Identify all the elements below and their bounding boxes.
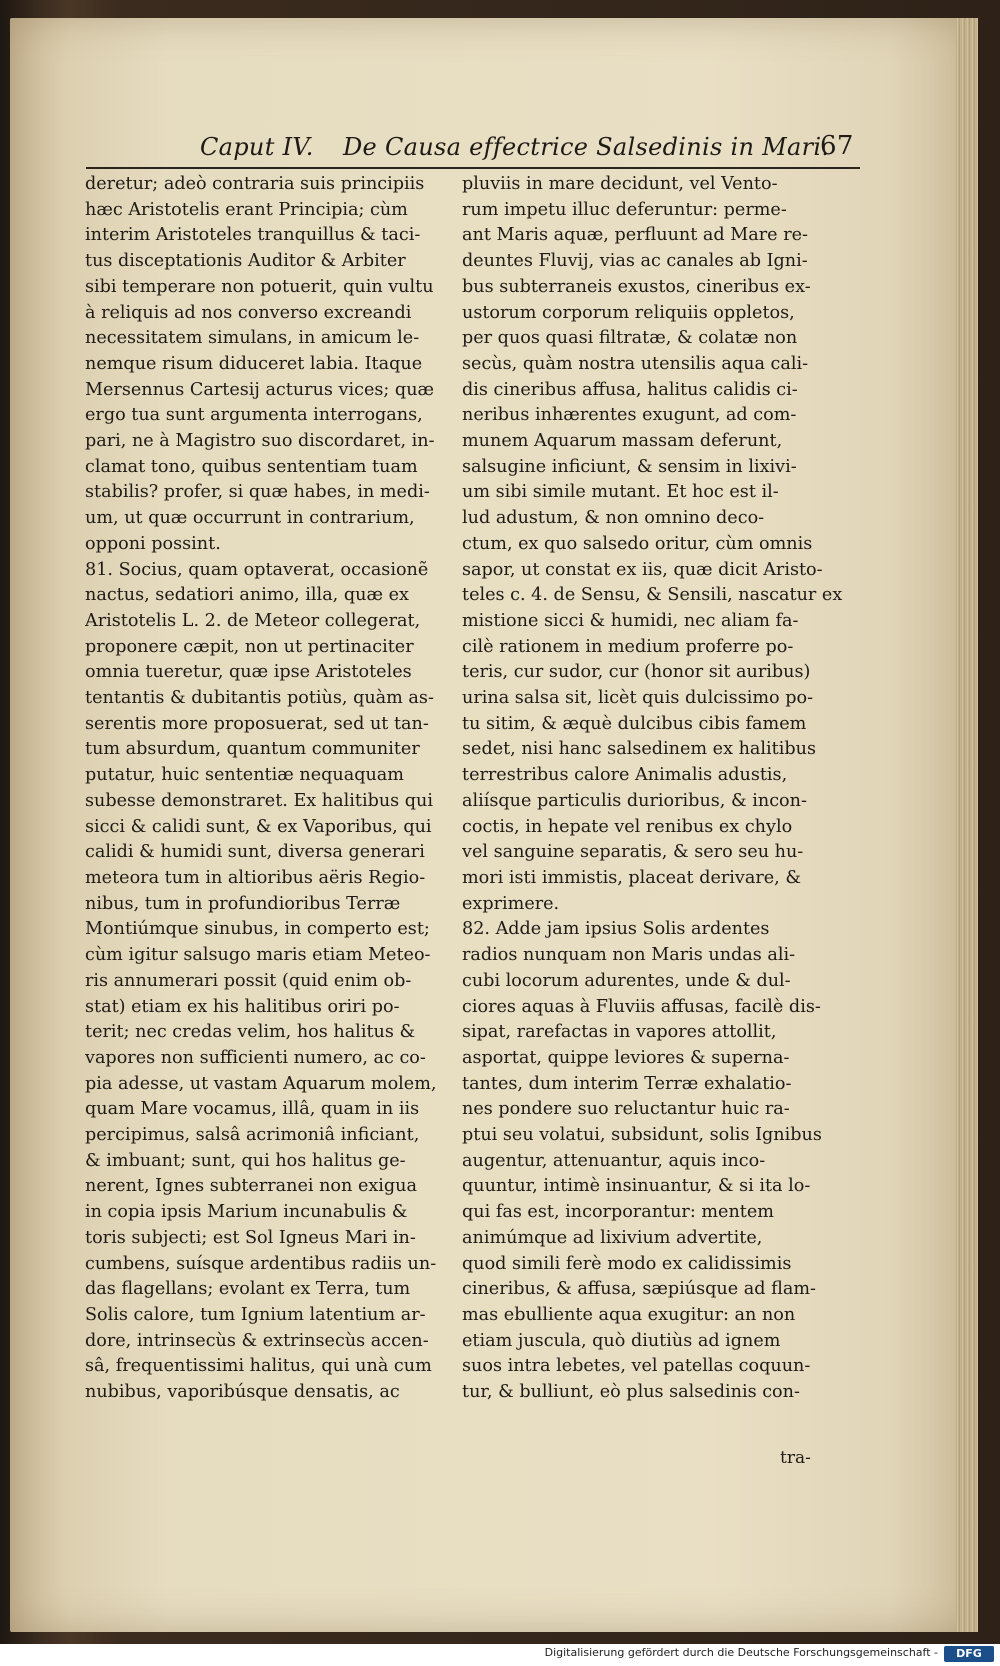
right-column <box>462 172 859 1406</box>
text-line: teles c. 4. de Sensu, & Sensili, nascatur ex <box>462 585 843 606</box>
text-line: radios nunquam non Maris undas ali- <box>462 945 796 966</box>
text-line: Montiúmque sinubus, in comperto est; <box>85 919 430 940</box>
text-line: pia adesse, ut vastam Aquarum molem, <box>85 1073 437 1094</box>
text-line: à reliquis ad nos converso excreandi <box>85 302 412 323</box>
text-line: rum impetu illuc deferuntur: perme- <box>462 199 787 220</box>
text-line: bus subterraneis exustos, cineribus ex- <box>462 276 811 297</box>
text-line: putatur, huic sententiæ nequaquam <box>85 765 404 786</box>
left-column <box>85 172 442 1406</box>
text-line: sibi temperare non potuerit, quin vultu <box>85 276 434 297</box>
text-line: in copia ipsis Marium incunabulis & <box>85 1202 408 1223</box>
text-line: um, ut quæ occurrunt in contrarium, <box>85 508 415 529</box>
chapter-label: Caput IV. <box>200 133 314 161</box>
text-line: stat) etiam ex his halitibus oriri po- <box>85 996 400 1017</box>
text-line: cumbens, suísque ardentibus radiis un- <box>85 1253 437 1274</box>
text-line: toris subjecti; est Sol Igneus Mari in- <box>85 1227 416 1248</box>
text-line: urina salsa sit, licèt quis dulcissimo po- <box>462 688 814 709</box>
text-line: omnia tueretur, quæ ipse Aristoteles <box>85 662 412 683</box>
text-line: cineribus, & affusa, sæpiúsque ad flam- <box>462 1279 816 1300</box>
text-line: interim Aristoteles tranquillus & taci- <box>85 225 421 246</box>
text-line: munem Aquarum massam deferunt, <box>462 431 783 452</box>
text-line: tentantis & dubitantis potiùs, quàm as- <box>85 688 434 709</box>
text-line: dore, intrinsecùs & extrinsecùs accen- <box>85 1330 429 1351</box>
text-line: suos intra lebetes, vel patellas coquun- <box>462 1356 811 1377</box>
text-line: calidi & humidi sunt, diversa generari <box>85 842 425 863</box>
text-line: lud adustum, & non omnino deco- <box>462 508 765 529</box>
text-line: tus disceptationis Auditor & Arbiter <box>85 251 406 272</box>
text-line: Aristotelis L. 2. de Meteor collegerat, <box>85 610 421 631</box>
text-line: sapor, ut constat ex iis, quæ dicit Aristo- <box>462 559 823 580</box>
text-line: percipimus, salsâ acrimoniâ inficiant, <box>85 1125 420 1146</box>
text-line: 81. Socius, quam optaverat, occasionẽ <box>85 559 429 580</box>
text-line: cilè rationem in medium proferre po- <box>462 636 794 657</box>
text-line: ctum, ex quo salsedo oritur, cùm omnis <box>462 533 813 554</box>
text-line: um sibi simile mutant. Et hoc est il- <box>462 482 779 503</box>
text-line: nerent, Ignes subterranei non exigua <box>85 1176 417 1197</box>
text-line: pari, ne à Magistro suo discordaret, in- <box>85 431 435 452</box>
text-line: meteora tum in altioribus aëris Regio- <box>85 867 426 888</box>
text-line: sipat, rarefactas in vapores attollit, <box>462 1022 777 1043</box>
text-line: ant Maris aquæ, perfluunt ad Mare re- <box>462 225 808 246</box>
text-line: vapores non sufficienti numero, ac co- <box>85 1047 426 1068</box>
text-line: nibus, tum in profundioribus Terræ <box>85 893 401 914</box>
text-line: cùm igitur salsugo maris etiam Meteo- <box>85 945 431 966</box>
text-line: terrestribus calore Animalis adustis, <box>462 765 788 786</box>
footer-credit: Digitalisierung gefördert durch die Deutsche Forschungsgemeinschaft - <box>544 1646 938 1659</box>
text-line: clamat tono, quibus sententiam tuam <box>85 456 418 477</box>
text-line: mistione sicci & humidi, nec aliam fa- <box>462 610 799 631</box>
text-line: subesse demonstraret. Ex halitibus qui <box>85 790 434 811</box>
header-rule <box>86 167 860 169</box>
text-line: quam Mare vocamus, illâ, quam in iis <box>85 1099 420 1120</box>
page-number: 67 <box>820 131 854 161</box>
text-line: mas ebulliente aqua exugitur: an non <box>462 1304 796 1325</box>
text-line: Solis calore, tum Ignium latentium ar- <box>85 1304 426 1325</box>
text-line: serentis more proposuerat, sed ut tan- <box>85 713 429 734</box>
text-line: sâ, frequentissimi halitus, qui unà cum <box>85 1356 432 1377</box>
text-line: vel sanguine separatis, & sero seu hu- <box>462 842 804 863</box>
text-line: neribus inhærentes exugunt, ad com- <box>462 405 797 426</box>
text-line: hæc Aristotelis erant Principia; cùm <box>85 199 408 220</box>
text-line: Mersennus Cartesij acturus vices; quæ <box>85 379 435 400</box>
text-line: coctis, in hepate vel renibus ex chylo <box>462 816 793 837</box>
text-line: tur, & bulliunt, eò plus salsedinis con- <box>462 1382 800 1403</box>
text-line: proponere cæpit, non ut pertinaciter <box>85 636 414 657</box>
chapter-title: De Causa effectrice Salsedinis in Mari. <box>343 133 830 161</box>
text-line: tum absurdum, quantum communiter <box>85 739 420 760</box>
text-line: opponi possint. <box>85 533 221 554</box>
text-line: animúmque ad lixivium advertite, <box>462 1227 763 1248</box>
text-line: deuntes Fluvij, vias ac canales ab Igni- <box>462 251 808 272</box>
text-line: deretur; adeò contraria suis principiis <box>85 174 425 194</box>
text-line: necessitatem simulans, in amicum le- <box>85 328 420 349</box>
text-line: teris, cur sudor, cur (honor sit auribus) <box>462 662 811 683</box>
text-line: aliísque particulis durioribus, & incon- <box>462 790 807 811</box>
text-line: per quos quasi filtratæ, & colatæ non <box>462 328 798 349</box>
text-line: ris annumerari possit (quid enim ob- <box>85 970 412 991</box>
text-line: qui fas est, incorporantur: mentem <box>462 1202 774 1223</box>
text-line: dis cineribus affusa, halitus calidis ci- <box>462 379 798 400</box>
text-line: etiam juscula, quò diutiùs ad ignem <box>462 1330 781 1351</box>
text-line: secùs, quàm nostra utensilis aqua cali- <box>462 353 809 374</box>
text-line: 82. Adde jam ipsius Solis ardentes <box>462 919 770 940</box>
text-line: nubibus, vaporibúsque densatis, ac <box>85 1382 400 1403</box>
text-line: sicci & calidi sunt, & ex Vaporibus, qui <box>85 816 432 837</box>
text-line: ustorum corporum reliquiis oppletos, <box>462 302 795 323</box>
catchword: tra- <box>780 1448 811 1468</box>
text-line: augentur, attenuantur, aquis inco- <box>462 1150 766 1171</box>
text-line: & imbuant; sunt, qui hos halitus ge- <box>85 1150 406 1171</box>
text-line: nemque risum diduceret labia. Itaque <box>85 353 423 374</box>
dfg-logo: DFG <box>944 1646 994 1662</box>
footer-bar <box>0 1644 1000 1666</box>
text-line: nes pondere suo reluctantur huic ra- <box>462 1099 790 1120</box>
text-line: tantes, dum interim Terræ exhalatio- <box>462 1073 792 1094</box>
text-line: das flagellans; evolant ex Terra, tum <box>85 1279 411 1300</box>
text-line: ptui seu volatui, subsidunt, solis Ignibus <box>462 1125 822 1146</box>
text-line: ergo tua sunt argumenta interrogans, <box>85 405 423 426</box>
text-line: exprimere. <box>462 893 560 914</box>
text-line: sedet, nisi hanc salsedinem ex halitibus <box>462 739 816 760</box>
page-edge <box>956 18 978 1632</box>
text-line: stabilis? profer, si quæ habes, in medi- <box>85 482 430 503</box>
text-line: cubi locorum adurentes, unde & dul- <box>462 970 791 991</box>
text-line: asportat, quippe leviores & superna- <box>462 1047 790 1068</box>
text-line: quod simili ferè modo ex calidissimis <box>462 1253 792 1274</box>
text-line: pluviis in mare decidunt, vel Vento- <box>462 174 778 194</box>
text-line: tu sitim, & æquè dulcibus cibis famem <box>462 713 807 734</box>
text-line: ciores aquas à Fluviis affusas, facilè dis- <box>462 996 821 1017</box>
text-line: mori isti immistis, placeat derivare, & <box>462 867 802 888</box>
text-line: salsugine inficiunt, & sensim in lixivi- <box>462 456 797 477</box>
text-line: terit; nec credas velim, hos halitus & <box>85 1022 416 1043</box>
text-line: quuntur, intimè insinuantur, & si ita lo- <box>462 1176 811 1197</box>
text-line: nactus, sedatiori animo, illa, quæ ex <box>85 585 409 606</box>
